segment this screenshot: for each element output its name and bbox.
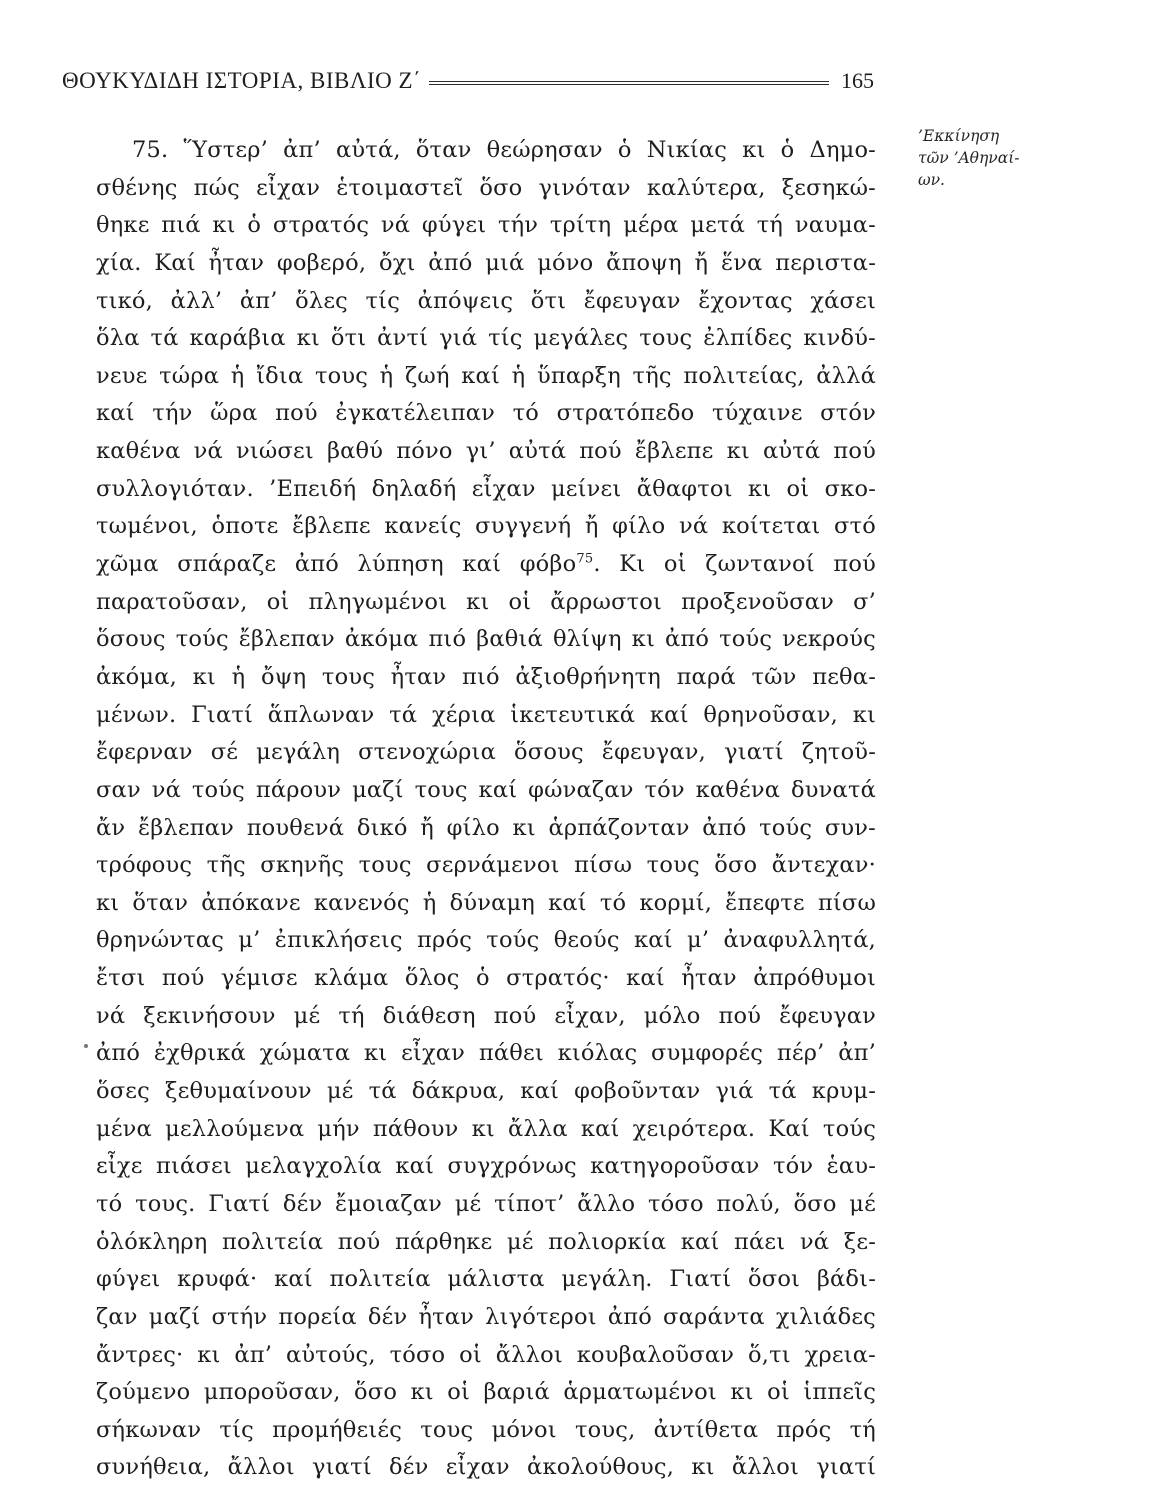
text-line: φύγει κρυφά· καί πολιτεία μάλιστα μεγάλη. Γιατί ὅσοι βάδι- (96, 1266, 876, 1293)
text-line: καθένα νά νιώσει βαθύ πόνο γι’ αὐτά πού ἔβλεπε κι αὐτά πού (96, 438, 876, 465)
text-line: μένων. Γιατί ἅπλωναν τά χέρια ἱκετευτικά καί θρηνοῦσαν, κι (96, 701, 876, 728)
text-line: χία. Καί ἦταν φοβερό, ὄχι ἀπό μιά μόνο ἄποψη ἤ ἕνα περιστα- (96, 249, 876, 276)
text-line: ἀπό ἐχθρικά χώματα κι εἶχαν πάθει κιόλας συμφορές πέρ’ ἀπ’ (96, 1040, 876, 1067)
text-line: ζαν μαζί στήν πορεία δέν ἦταν λιγότεροι ἀπό σαράντα χιλιάδες (96, 1303, 876, 1330)
text-line: καί τήν ὥρα πού ἐγκατέλειπαν τό στρατόπεδο τύχαινε στόν (96, 400, 876, 427)
text-segment: χῶμα σπάραζε ἀπό λύπηση καί φόβο (96, 551, 577, 578)
margin-note-line: ’Εκκίνηση (918, 127, 1000, 145)
print-speck (84, 1044, 88, 1048)
header-rule (429, 81, 829, 85)
running-title: ΘΟΥΚΥΔΙΔΗ ΙΣΤΟΡΙΑ, ΒΙΒΛΙΟ Ζ΄ (62, 68, 422, 93)
text-line: ἔτσι πού γέμισε κλάμα ὅλος ὁ στρατός· καί ἦταν ἀπρόθυμοι (96, 965, 876, 992)
text-line: τό τους. Γιατί δέν ἔμοιαζαν μέ τίποτ’ ἄλλο τόσο πολύ, ὅσο μέ (96, 1190, 876, 1217)
text-line: ἄν ἔβλεπαν πουθενά δικό ἤ φίλο κι ἁρπάζονταν ἀπό τούς συν- (96, 814, 876, 841)
text-line: παρατοῦσαν, οἱ πληγωμένοι κι οἱ ἄρρωστοι προξενοῦσαν σ’ (96, 588, 876, 615)
text-line: εἶχε πιάσει μελαγχολία καί συγχρόνως κατηγοροῦσαν τόν ἑαυ- (96, 1153, 876, 1180)
text-line: τρόφους τῆς σκηνῆς τους σερνάμενοι πίσω τους ὅσο ἄντεχαν· (96, 852, 876, 879)
text-line: σήκωναν τίς προμήθειές τους μόνοι τους, ἀντίθετα πρός τή (96, 1416, 876, 1443)
text-line: σθένης πώς εἶχαν ἑτοιμαστεῖ ὅσο γινόταν καλύτερα, ξεσηκώ- (96, 174, 876, 201)
footnote-marker[interactable]: 75 (576, 551, 594, 567)
text-line-with-footnote (96, 546, 876, 584)
text-segment: . Κι οἱ ζωντανοί πού (593, 551, 877, 578)
page-number: 165 (841, 68, 874, 93)
text-line: ὅσους τούς ἔβλεπαν ἀκόμα πιό βαθιά θλίψη κι ἀπό τούς νεκρούς (96, 626, 876, 653)
main-text (96, 132, 876, 1487)
text-line: σαν νά τούς πάρουν μαζί τους καί φώναζαν τόν καθένα δυνατά (96, 776, 876, 803)
margin-note-line: ων. (918, 171, 945, 189)
text-line: ἔφερναν σέ μεγάλη στενοχώρια ὅσους ἔφευγαν, γιατί ζητοῦ- (96, 739, 876, 766)
text-line: ὁλόκληρη πολιτεία πού πάρθηκε μέ πολιορκία καί πάει νά ξε- (96, 1228, 876, 1255)
text-line: συλλογιόταν. ’Επειδή δηλαδή εἶχαν μείνει ἄθαφτοι κι οἱ σκο- (96, 475, 876, 502)
text-line: ὅλα τά καράβια κι ὅτι ἀντί γιά τίς μεγάλες τους ἐλπίδες κινδύ- (96, 325, 876, 352)
text-line: τωμένοι, ὁποτε ἔβλεπε κανείς συγγενή ἤ φίλο νά κοίτεται στό (96, 513, 876, 540)
text-line: τικό, ἀλλ’ ἀπ’ ὅλες τίς ἀπόψεις ὅτι ἔφευγαν ἔχοντας χάσει (96, 287, 876, 314)
text-line: 75. Ὕστερ’ ἀπ’ αὐτά, ὅταν θεώρησαν ὁ Νικίας κι ὁ Δημο- (132, 137, 876, 163)
text-line: ἀκόμα, κι ἡ ὄψη τους ἦταν πιό ἀξιοθρήνητη παρά τῶν πεθα- (96, 663, 876, 690)
text-line: ὅσες ξεθυμαίνουν μέ τά δάκρυα, καί φοβοῦνταν γιά τά κρυμ- (96, 1078, 876, 1105)
text-line: θηκε πιά κι ὁ στρατός νά φύγει τήν τρίτη μέρα μετά τή ναυμα- (96, 212, 876, 239)
running-header (62, 64, 874, 98)
margin-note (918, 125, 1028, 191)
text-line: κι ὅταν ἀπόκανε κανενός ἡ δύναμη καί τό κορμί, ἔπεφτε πίσω (96, 889, 876, 916)
text-line: ζούμενο μποροῦσαν, ὅσο κι οἱ βαριά ἁρματωμένοι κι οἱ ἱππεῖς (96, 1379, 876, 1406)
text-line: νευε τώρα ἡ ἴδια τους ἡ ζωή καί ἡ ὕπαρξη τῆς πολιτείας, ἀλλά (96, 362, 876, 389)
margin-note-line: τῶν ’Αθηναί- (918, 149, 1020, 167)
text-line: συνήθεια, ἄλλοι γιατί δέν εἶχαν ἀκολούθους, κι ἄλλοι γιατί (96, 1454, 876, 1481)
text-line: μένα μελλούμενα μήν πάθουν κι ἄλλα καί χειρότερα. Καί τούς (96, 1115, 876, 1142)
text-line: θρηνώντας μ’ ἐπικλήσεις πρός τούς θεούς καί μ’ ἀναφυλλητά, (96, 927, 876, 954)
text-line: ἄντρες· κι ἀπ’ αὐτούς, τόσο οἱ ἄλλοι κουβαλοῦσαν ὅ,τι χρεια- (96, 1341, 876, 1368)
text-line: νά ξεκινήσουν μέ τή διάθεση πού εἶχαν, μόλο πού ἔφευγαν (96, 1002, 876, 1029)
